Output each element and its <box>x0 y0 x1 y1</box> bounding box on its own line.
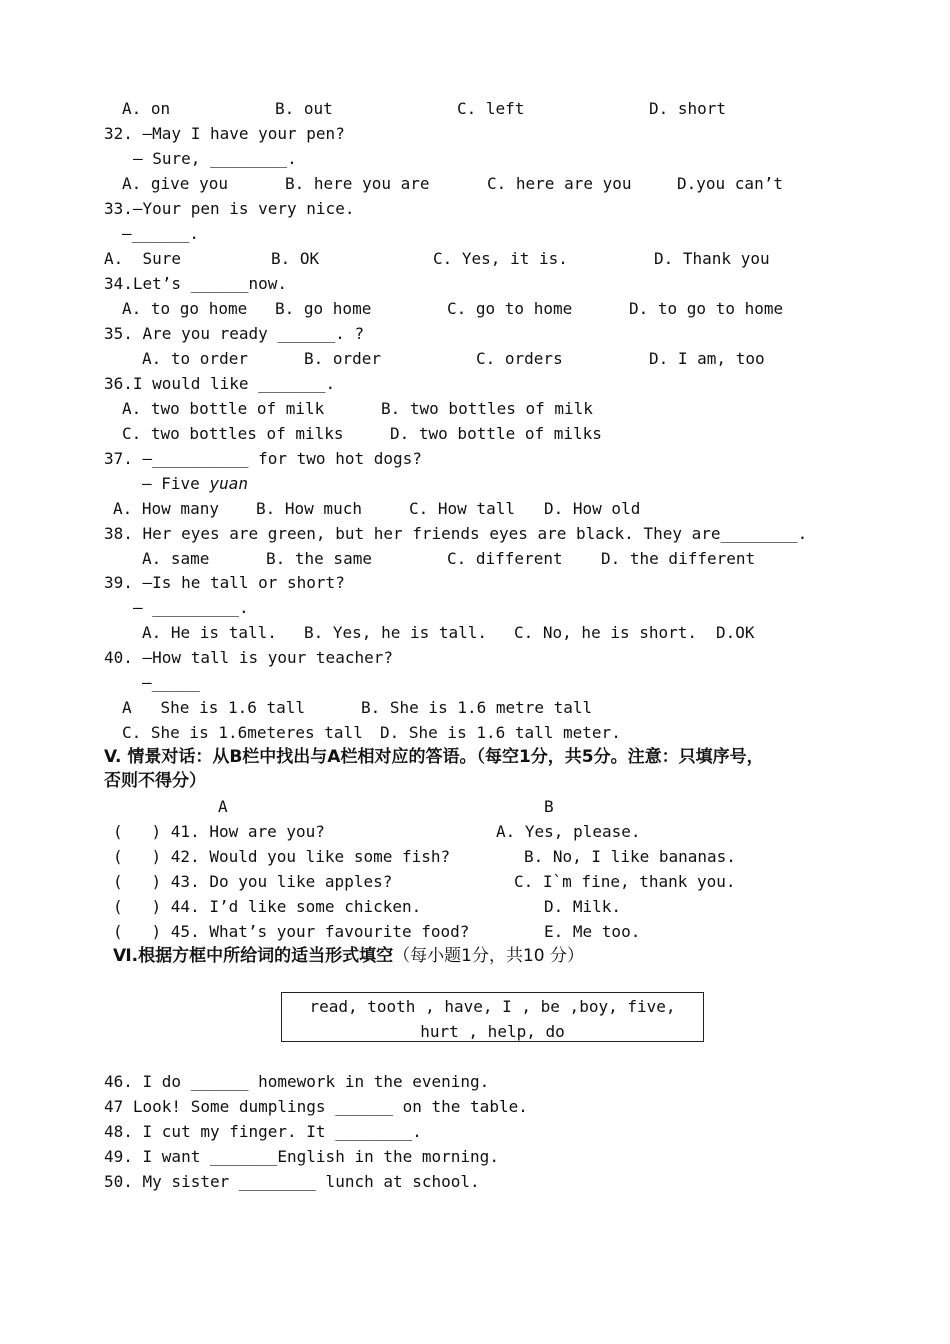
q33-reply: —______. <box>122 224 200 243</box>
q35-option-b: B. order <box>304 349 382 368</box>
q37-reply-text: — Five <box>142 474 210 493</box>
q36-option-d: D. two bottle of milks <box>390 424 602 443</box>
q40-option-b: B. She is 1.6 metre tall <box>361 698 593 717</box>
q33-option-a: A. Sure <box>104 249 182 268</box>
q31-option-c: C. left <box>457 99 525 118</box>
q37-option-a: A. How many <box>113 499 219 518</box>
q33-option-d: D. Thank you <box>654 249 770 268</box>
q39-option-c: C. No, he is short. <box>514 623 698 642</box>
section5-title: V. 情景对话：从B栏中找出与A栏相对应的答语。（每空1分，共5分。注意：只填序号， <box>104 747 764 767</box>
q36-option-a: A. two bottle of milk <box>122 399 325 418</box>
q34-option-d: D. to go to home <box>629 299 784 318</box>
match-answer-c: C. I`m fine, thank you. <box>514 872 736 891</box>
match-answer-b: B. No, I like bananas. <box>524 847 736 866</box>
section5-column-b-header: B <box>544 797 554 816</box>
match-prompt-42: ( ) 42. Would you like some fish? <box>113 847 451 866</box>
q32-option-b: B. here you are <box>285 174 430 193</box>
q38-stem: 38. Her eyes are green, but her friends eyes are black. They are________. <box>104 524 808 543</box>
q32-stem: 32. —May I have your pen? <box>104 124 345 143</box>
match-prompt-43: ( ) 43. Do you like apples? <box>113 872 393 891</box>
q37-option-b: B. How much <box>256 499 362 518</box>
q31-option-d: D. short <box>649 99 727 118</box>
q33-stem: 33.—Your pen is very nice. <box>104 199 355 218</box>
q35-option-a: A. to order <box>142 349 248 368</box>
q36-option-b: B. two bottles of milk <box>381 399 593 418</box>
match-answer-d: D. Milk. <box>544 897 622 916</box>
section6-title-main: Ⅵ.根据方框中所给词的适当形式填空 <box>113 946 394 966</box>
match-answer-e: E. Me too. <box>544 922 641 941</box>
q31-option-b: B. out <box>275 99 333 118</box>
fill-item-49: 49. I want _______English in the morning. <box>104 1147 499 1166</box>
q40-option-d: D. She is 1.6 tall meter. <box>380 723 621 742</box>
q39-reply: — _________. <box>133 598 249 617</box>
q34-option-c: C. go to home <box>447 299 573 318</box>
section6-title-points: （每小题1分，共10 分） <box>393 946 585 966</box>
q36-stem: 36.I would like _______. <box>104 374 336 393</box>
q33-option-b: B. OK <box>271 249 320 268</box>
q37-reply <box>142 474 248 494</box>
q32-reply: — Sure, ________. <box>133 149 297 168</box>
q37-option-c: C. How tall <box>409 499 515 518</box>
q37-reply-currency: yuan <box>209 474 248 493</box>
q38-option-c: C. different <box>447 549 563 568</box>
fill-item-47: 47 Look! Some dumplings ______ on the table. <box>104 1097 528 1116</box>
q40-option-a: A She is 1.6 tall <box>122 698 306 717</box>
q34-option-b: B. go home <box>275 299 372 318</box>
q34-stem: 34.Let’s ______now. <box>104 274 288 293</box>
section5-column-a-header: A <box>218 797 228 816</box>
q32-option-d: D.you can’t <box>677 174 783 193</box>
q38-option-a: A. same <box>142 549 210 568</box>
word-bank-box <box>281 992 704 1042</box>
fill-item-50: 50. My sister ________ lunch at school. <box>104 1172 480 1191</box>
q31-option-a: A. on <box>122 99 171 118</box>
q40-reply: —_____ <box>142 673 200 692</box>
match-prompt-45: ( ) 45. What’s your favourite food? <box>113 922 470 941</box>
q35-option-d: D. I am, too <box>649 349 765 368</box>
q39-option-a: A. He is tall. <box>142 623 277 642</box>
q39-option-d: D.OK <box>716 623 755 642</box>
match-prompt-44: ( ) 44. I’d like some chicken. <box>113 897 422 916</box>
fill-item-48: 48. I cut my finger. It ________. <box>104 1122 422 1141</box>
match-prompt-41: ( ) 41. How are you? <box>113 822 325 841</box>
q38-option-d: D. the different <box>601 549 756 568</box>
q35-option-c: C. orders <box>476 349 563 368</box>
q40-option-c: C. She is 1.6meteres tall <box>122 723 363 742</box>
match-answer-a: A. Yes, please. <box>496 822 641 841</box>
word-bank-line-1: read, tooth , have, I , be ,boy, five, <box>309 997 676 1016</box>
q32-option-c: C. here are you <box>487 174 632 193</box>
section6-title <box>113 946 584 966</box>
q39-stem: 39. —Is he tall or short? <box>104 573 345 592</box>
q34-option-a: A. to go home <box>122 299 248 318</box>
q37-option-d: D. How old <box>544 499 641 518</box>
q38-option-b: B. the same <box>266 549 372 568</box>
q36-option-c: C. two bottles of milks <box>122 424 344 443</box>
q33-option-c: C. Yes, it is. <box>433 249 568 268</box>
q32-option-a: A. give you <box>122 174 228 193</box>
q35-stem: 35. Are you ready ______. ? <box>104 324 365 343</box>
q40-stem: 40. —How tall is your teacher? <box>104 648 393 667</box>
word-bank-line-2: hurt , help, do <box>420 1022 565 1041</box>
fill-item-46: 46. I do ______ homework in the evening. <box>104 1072 490 1091</box>
section5-title-cont: 否则不得分） <box>104 771 206 791</box>
q37-stem: 37. —__________ for two hot dogs? <box>104 449 422 468</box>
q39-option-b: B. Yes, he is tall. <box>304 623 488 642</box>
